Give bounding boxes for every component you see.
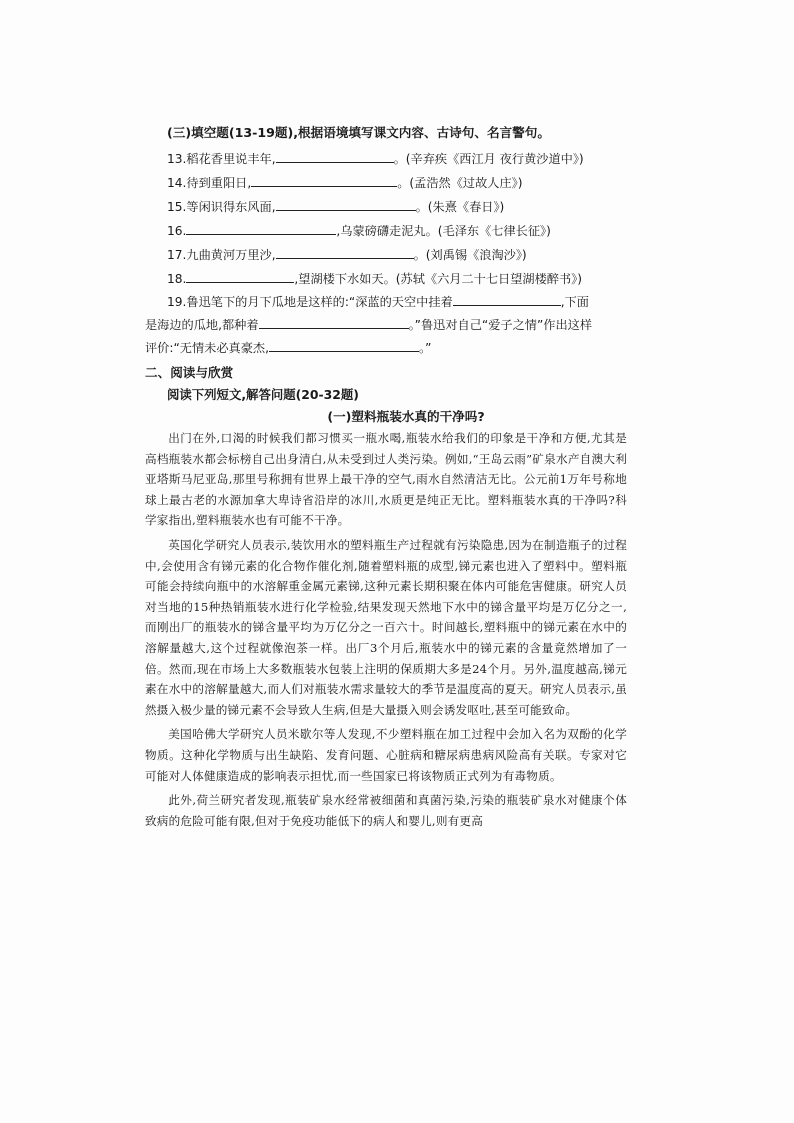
question-14-post: 。(孟浩然《过故人庄》) (397, 176, 523, 190)
question-14 (167, 171, 627, 195)
article-paragraph-3: 美国哈佛大学研究人员米歇尔等人发现,不少塑料瓶在加工过程中会加入名为双酚的化学物质。这种化学物质与出生缺陷、发育问题、心脏病和糖尿病患病风险高有关联。专家对它可能对人体健康造成的影响表示担忧,而一些国家已将该物质正式列为有毒物质。 (145, 727, 627, 783)
question-19-part4: 。”鲁迅对自己“爱子之情”作出这样 (408, 318, 593, 332)
question-18-blank[interactable] (186, 268, 294, 283)
question-18-pre: 18. (167, 272, 187, 286)
question-17-blank[interactable] (276, 244, 414, 259)
article-paragraph-2: 英国化学研究人员表示,装饮用水的塑料瓶生产过程就有污染隐患,因为在制造瓶子的过程中,会使用含有锑元素的化合物作催化剂,随着塑料瓶的成型,锑元素也进入了塑料中。塑料瓶可能会持续向瓶中的水溶解重金属元素锑,这种元素长期积聚在体内可能危害健康。研究人员对当地的15种热销瓶装水进行化学检验,结果发现天然地下水中的锑含量平均是万亿分之一,而刚出厂的瓶装水的锑含量平均为万亿分之一百六十。时间越长,塑料瓶中的锑元素在水中的溶解量越大,这个过程就像泡茶一样。出厂3个月后,瓶装水中的锑元素的含量竟然增加了一倍。然而,现在市场上大多数瓶装水包装上注明的保质期大多是24个月。另外,温度越高,锑元素在水中的溶解量越大,而人们对瓶装水需求量较大的季节是温度高的夏天。研究人员表示,虽然摄入极少量的锑元素不会导致人生病,但是大量摄入则会诱发呕吐,甚至可能致命。 (145, 537, 627, 717)
section3-heading: (三)填空题(13-19题),根据语境填写课文内容、古诗句、名言警句。 (167, 125, 550, 140)
question-14-pre: 14.待到重阳日, (167, 176, 252, 190)
article-paragraph-1: 出门在外,口渴的时候我们都习惯买一瓶水喝,瓶装水给我们的印象是干净和方便,尤其是高档瓶装水都会标榜自己出身清白,从未受到过人类污染。例如,“王岛云雨”矿泉水产自澳大利亚塔斯马尼亚岛,那里号称拥有世界上最干净的空气,雨水自然清洁无比。公元前1万年号称地球上最古老的水源加拿大卑诗省沿岸的冰川,水质更是纯正无比。塑料瓶装水真的干净吗?科学家指出,塑料瓶装水也有可能不干净。 (145, 431, 627, 528)
question-19-blank-3[interactable] (269, 337, 419, 352)
question-19-part1: 19.鲁迅笔下的月下瓜地是这样的:“深蓝的天空中挂着 (167, 295, 453, 309)
question-19 (145, 291, 627, 360)
question-13-post: 。(辛弃疾《西江月 夜行黄沙道中》) (393, 152, 584, 166)
question-15-blank[interactable] (276, 196, 416, 211)
question-16-post: ,乌蒙磅礴走泥丸。(毛泽东《七律长征》) (336, 224, 551, 238)
question-17 (167, 243, 627, 267)
article-title: (一)塑料瓶装水真的干净吗? (327, 409, 485, 424)
question-13-pre: 13.稻花香里说丰年, (167, 152, 276, 166)
question-16-blank[interactable] (186, 220, 336, 235)
question-15 (167, 195, 627, 219)
question-18-post: ,望湖楼下水如天。(苏轼《六月二十七日望湖楼醉书》) (294, 272, 582, 286)
part2-heading: 二、阅读与欣赏 (145, 365, 234, 380)
question-18 (167, 267, 627, 291)
question-19-part5: 评价:“无情未必真豪杰, (145, 341, 269, 355)
scanned-content (145, 122, 627, 835)
question-13-blank[interactable] (276, 148, 394, 163)
question-15-pre: 15.等闲识得东风面, (167, 200, 276, 214)
article-paragraph-4: 此外,荷兰研究者发现,瓶装矿泉水经常被细菌和真菌污染,污染的瓶装矿泉水对健康个体致病的危险可能有限,但对于免疫功能低下的病人和婴儿,则有更高 (145, 793, 627, 828)
question-15-post: 。(朱熹《春日》) (415, 200, 505, 214)
question-16 (167, 219, 627, 243)
question-19-part6: 。” (418, 341, 432, 355)
question-14-blank[interactable] (251, 172, 397, 187)
question-16-pre: 16. (167, 224, 187, 238)
question-17-pre: 17.九曲黄河万里沙, (167, 248, 276, 262)
question-17-post: 。(刘禹锡《浪淘沙》) (413, 248, 527, 262)
question-19-blank-1[interactable] (453, 291, 561, 306)
question-19-part2: ,下面 (560, 295, 589, 309)
reading-instruction: 阅读下列短文,解答问题(20-32题) (167, 387, 359, 402)
question-19-part3: 是海边的瓜地,都种着 (145, 318, 259, 332)
question-13 (167, 147, 627, 171)
question-19-blank-2[interactable] (259, 314, 409, 329)
